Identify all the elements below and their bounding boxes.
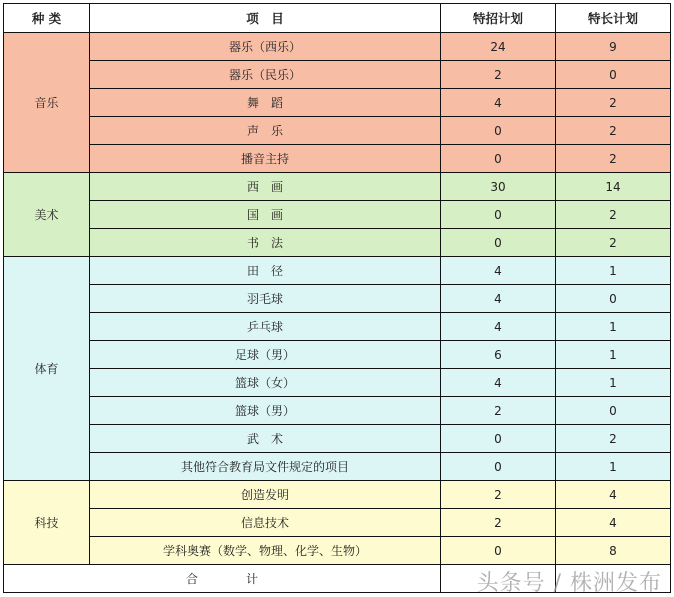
specialty-cell: 4 [556,509,671,537]
header-item: 项 目 [90,4,441,33]
table-row [4,117,671,145]
recruit-cell: 0 [441,229,556,257]
header-row [4,4,671,33]
table-row [4,33,671,61]
recruit-cell: 2 [441,509,556,537]
specialty-cell: 2 [556,425,671,453]
header-category: 种 类 [4,4,90,33]
item-cell: 足球（男） [90,341,441,369]
item-cell: 器乐（民乐） [90,61,441,89]
specialty-cell: 9 [556,33,671,61]
table-row [4,453,671,481]
table-row [4,285,671,313]
item-cell: 信息技术 [90,509,441,537]
table-row [4,173,671,201]
category-cell: 科技 [4,481,90,565]
recruit-cell: 0 [441,145,556,173]
item-cell: 西 画 [90,173,441,201]
specialty-cell: 1 [556,341,671,369]
item-cell: 器乐（西乐） [90,33,441,61]
item-cell: 其他符合教育局文件规定的项目 [90,453,441,481]
recruit-cell: 4 [441,313,556,341]
specialty-cell: 8 [556,537,671,565]
item-cell: 篮球（女） [90,369,441,397]
item-cell: 播音主持 [90,145,441,173]
specialty-cell: 0 [556,285,671,313]
specialty-cell: 2 [556,201,671,229]
category-cell: 美术 [4,173,90,257]
specialty-cell: 1 [556,257,671,285]
table-row [4,145,671,173]
recruit-cell: 2 [441,481,556,509]
item-cell: 羽毛球 [90,285,441,313]
recruit-cell: 0 [441,117,556,145]
header-special-recruit: 特招计划 [441,4,556,33]
specialty-cell: 0 [556,61,671,89]
specialty-cell: 1 [556,453,671,481]
enrollment-plan-table [3,3,671,593]
recruit-cell: 2 [441,61,556,89]
item-cell: 乒乓球 [90,313,441,341]
item-cell: 武 术 [90,425,441,453]
recruit-cell: 2 [441,397,556,425]
specialty-cell: 1 [556,369,671,397]
specialty-cell: 0 [556,397,671,425]
item-cell: 书 法 [90,229,441,257]
table-row [4,89,671,117]
recruit-cell: 24 [441,33,556,61]
table-row [4,313,671,341]
table-row [4,229,671,257]
item-cell: 篮球（男） [90,397,441,425]
recruit-cell: 4 [441,257,556,285]
specialty-cell: 1 [556,313,671,341]
recruit-cell: 4 [441,89,556,117]
recruit-cell: 0 [441,537,556,565]
table-row [4,509,671,537]
item-cell: 田 径 [90,257,441,285]
item-cell: 创造发明 [90,481,441,509]
specialty-cell: 2 [556,229,671,257]
category-cell: 体育 [4,257,90,481]
recruit-cell: 0 [441,453,556,481]
recruit-cell: 0 [441,201,556,229]
specialty-cell: 2 [556,89,671,117]
recruit-cell: 30 [441,173,556,201]
recruit-cell: 6 [441,341,556,369]
table-row [4,425,671,453]
category-cell: 音乐 [4,33,90,173]
table-row [4,201,671,229]
header-specialty: 特长计划 [556,4,671,33]
recruit-cell: 4 [441,285,556,313]
specialty-cell: 4 [556,481,671,509]
table-row [4,61,671,89]
item-cell: 舞 蹈 [90,89,441,117]
item-cell: 国 画 [90,201,441,229]
watermark: 头条号 / 株洲发布 [476,571,662,596]
specialty-cell: 2 [556,145,671,173]
specialty-cell: 14 [556,173,671,201]
table-row [4,397,671,425]
table-row [4,341,671,369]
table-row [4,537,671,565]
total-label: 合 计 [4,565,441,593]
recruit-cell: 4 [441,369,556,397]
table-row [4,369,671,397]
table-row [4,257,671,285]
specialty-cell: 2 [556,117,671,145]
recruit-cell: 0 [441,425,556,453]
table-row [4,481,671,509]
item-cell: 学科奥赛（数学、物理、化学、生物） [90,537,441,565]
item-cell: 声 乐 [90,117,441,145]
